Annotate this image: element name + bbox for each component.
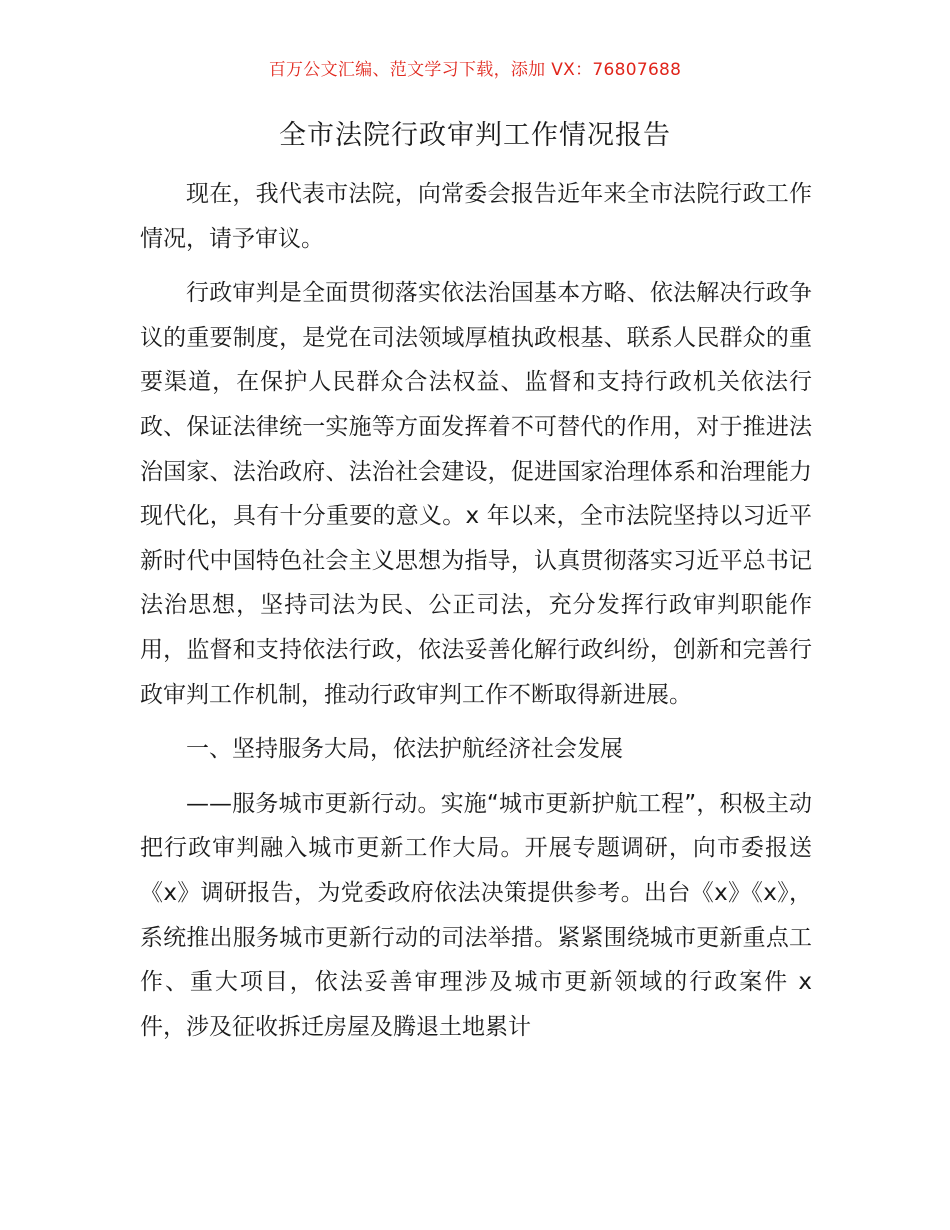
header-watermark: 百万公文汇编、范文学习下载，添加 VX：76807688 — [268, 60, 682, 80]
paragraph-urban-renewal: ——服务城市更新行动。实施“城市更新护航工程”，积极主动把行政审判融入城市更新工作大局。开展专题调研，向市委报送《x》调研报告，为党委政府依法决策提供参考。出台《x》《x》，系统推出服务城市更新行动的司法举措。紧紧围绕城市更新重点工作、重大项目，依法妥善审理涉及城市更新领域的行政案件 x 件，涉及征收拆迁房屋及腾退土地累计 — [140, 790, 812, 1040]
document-body — [140, 172, 812, 1059]
paragraph-opening: 现在，我代表市法院，向常委会报告近年来全市法院行政工作情况，请予审议。 — [140, 181, 812, 252]
section-heading-1: 一、坚持服务大局，依法护航经济社会发展 — [186, 736, 623, 763]
page-title: 全市法院行政审判工作情况报告 — [279, 120, 671, 151]
paragraph-overview: 行政审判是全面贯彻落实依法治国基本方略、依法解决行政争议的重要制度，是党在司法领域厚植执政根基、联系人民群众的重要渠道，在保护人民群众合法权益、监督和支持行政机关依法行政、保证法律统一实施等方面发挥着不可替代的作用，对于推进法治国家、法治政府、法治社会建设，促进国家治理体系和治理能力现代化，具有十分重要的意义。x 年以来，全市法院坚持以习近平新时代中国特色社会主义思想为指导，认真贯彻落实习近平总书记法治思想，坚持司法为民、公正司法，充分发挥行政审判职能作用，监督和支持依法行政，依法妥善化解行政纠纷，创新和完善行政审判工作机制，推动行政审判工作不断取得新进展。 — [140, 280, 812, 708]
